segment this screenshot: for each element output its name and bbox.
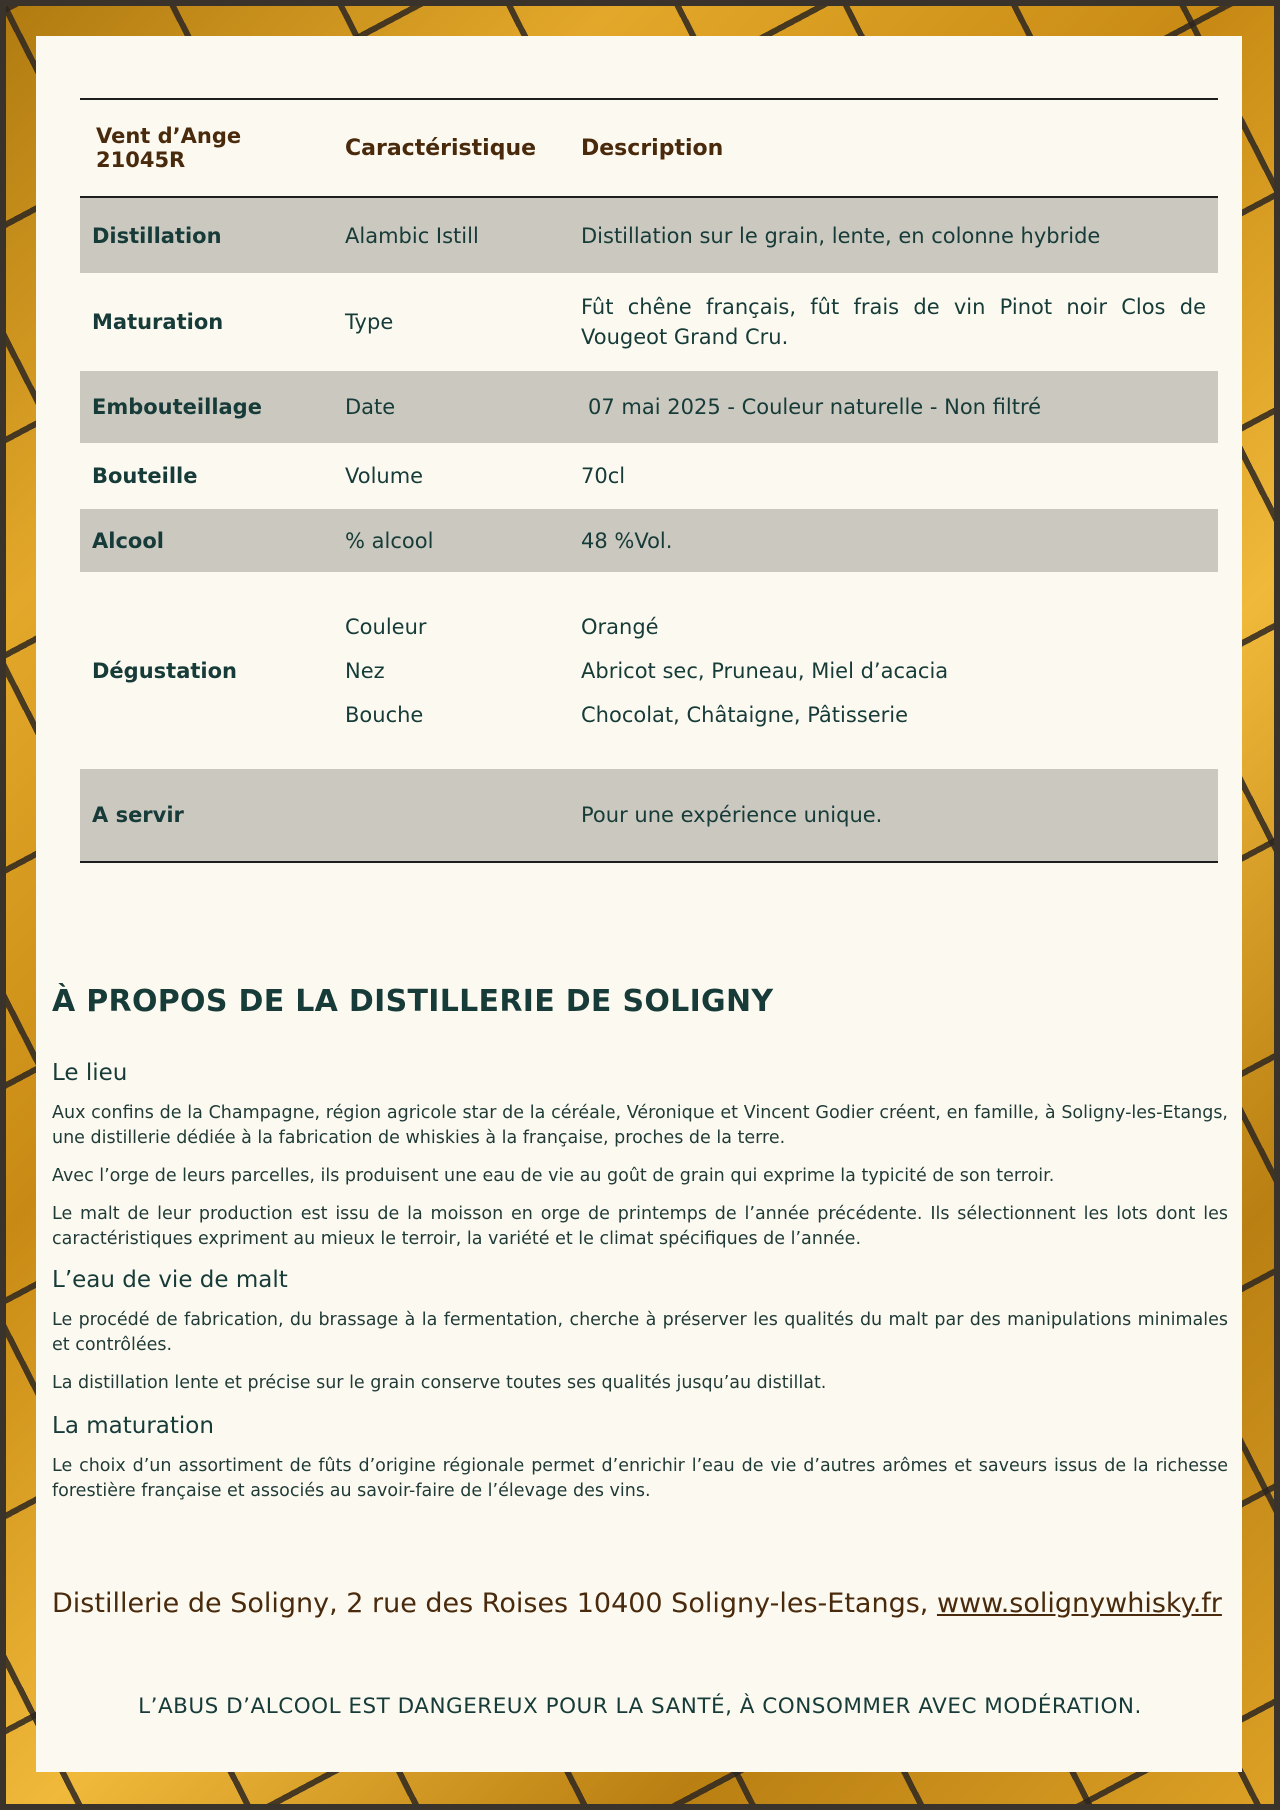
- row-label: Bouteille: [92, 464, 198, 488]
- description-header: Description: [569, 100, 1218, 197]
- table-header-row: [80, 100, 1218, 197]
- table-row: [80, 509, 1218, 572]
- serve-label: A servir: [80, 769, 333, 861]
- table-row: [80, 197, 1218, 273]
- row-description: 70cl: [581, 464, 626, 488]
- paragraph: Le malt de leur production est issu de la moisson en orge de printemps de l’année précédente. Ils sélectionnent les lots dont les caractéristiques expriment au mieux le terroir, la variété et le climat spécifiques de l’année.: [52, 1204, 1228, 1249]
- tasting-color-label: Couleur: [345, 614, 427, 639]
- row-characteristic: Date: [333, 371, 569, 443]
- row-characteristic: % alcool: [333, 509, 569, 572]
- about-section: [52, 984, 1228, 1019]
- tasting-palate-value: Chocolat, Châtaigne, Pâtisserie: [581, 702, 909, 727]
- serve-row: [80, 769, 1218, 861]
- tasting-nose-value: Abricot sec, Pruneau, Miel d’acacia: [581, 658, 949, 683]
- tasting-label: Dégustation: [92, 658, 237, 683]
- paragraph: Le procédé de fabrication, du brassage à la fermentation, cherche à préserver les qualités du malt par des manipulations minimales et contrôlées.: [52, 1310, 1228, 1355]
- table-row: [80, 371, 1218, 443]
- section-heading-malt-spirit: L’eau de vie de malt: [52, 1267, 288, 1293]
- website-link[interactable]: www.solignywhisky.fr: [936, 1588, 1222, 1619]
- section-heading-place: Le lieu: [52, 1060, 128, 1086]
- row-characteristic: Volume: [345, 464, 424, 488]
- paragraph: Aux confins de la Champagne, région agricole star de la céréale, Véronique et Vincent Godier créent, en famille, à Soligny-les-Etangs, une distillerie dédiée à la fabrication de whiskies à la française, proches de la terre.: [52, 1103, 1228, 1148]
- row-label: Maturation: [92, 310, 224, 334]
- address-text: Distillerie de Soligny, 2 rue des Roises 10400 Soligny-les-Etangs,: [52, 1588, 929, 1619]
- row-description: 07 mai 2025 - Couleur naturelle - Non filtré: [569, 371, 1218, 443]
- section-heading-maturation: La maturation: [52, 1413, 214, 1439]
- serve-characteristic: [333, 769, 569, 861]
- paragraph: La distillation lente et précise sur le grain conserve toutes ses qualités jusqu’au distillat.: [52, 1373, 827, 1393]
- row-characteristic: Alambic Istill: [333, 197, 569, 273]
- paragraph: Le choix d’un assortiment de fûts d’origine régionale permet d’enrichir l’eau de vie d’autres arômes et saveurs issus de la richesse forestière française et associés au savoir-faire de l’élevage des vins.: [52, 1456, 1228, 1501]
- paragraph: Avec l’orge de leurs parcelles, ils produisent une eau de vie au goût de grain qui exprime la typicité de son terroir.: [52, 1166, 1055, 1186]
- row-description: 48 %Vol.: [569, 509, 1218, 572]
- tasting-row: [80, 572, 1218, 769]
- health-warning: L’ABUS D’ALCOOL EST DANGEREUX POUR LA SANTÉ, À CONSOMMER AVEC MODÉRATION.: [138, 1694, 1142, 1719]
- table-row: [80, 273, 1218, 371]
- content-panel: [36, 36, 1242, 1772]
- characteristic-header: Caractéristique: [333, 100, 569, 197]
- table-row: [80, 443, 1218, 509]
- row-label: Embouteillage: [80, 371, 333, 443]
- tasting-sheet-table: [80, 98, 1218, 863]
- row-characteristic: Type: [345, 310, 394, 334]
- tasting-palate-label: Bouche: [345, 702, 424, 727]
- row-description: Distillation sur le grain, lente, en colonne hybride: [569, 197, 1218, 273]
- product-name-header: Vent d’Ange 21045R: [80, 100, 333, 197]
- tasting-nose-label: Nez: [345, 658, 385, 683]
- row-description: Fût chêne français, fût frais de vin Pinot noir Clos de Vougeot Grand Cru.: [581, 295, 1206, 349]
- distillery-address: [52, 1588, 1228, 1619]
- row-label: Alcool: [80, 509, 333, 572]
- about-title: À PROPOS DE LA DISTILLERIE DE SOLIGNY: [52, 984, 774, 1019]
- tasting-color-value: Orangé: [581, 614, 659, 639]
- serve-description: Pour une expérience unique.: [569, 769, 1218, 861]
- row-label: Distillation: [80, 197, 333, 273]
